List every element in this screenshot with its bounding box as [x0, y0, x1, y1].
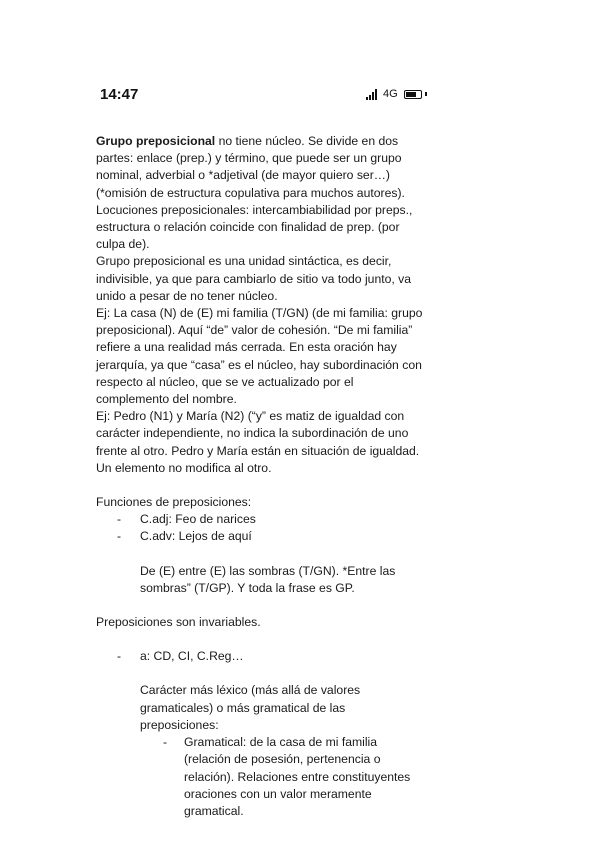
status-time: 14:47: [100, 86, 139, 103]
dash-bullet: -: [117, 512, 122, 527]
paragraph-grupo-preposicional: [96, 133, 426, 202]
paragraph-locuciones: Locuciones preposicionales: intercambiabilidad por preps., estructura o relación coincide con finalidad de prep. (por culpa de).: [96, 202, 413, 252]
network-type: 4G: [383, 88, 398, 100]
list-item-text: C.adj: Feo de narices: [140, 512, 256, 527]
sub-list-item: [96, 734, 426, 820]
paragraph-caracter: Carácter más léxico (más allá de valores gramaticales) o más gramatical de las preposiciones:: [140, 683, 361, 732]
dash-bullet: -: [117, 649, 122, 664]
status-indicators: [366, 88, 427, 100]
paragraph-text: no tiene núcleo. Se divide en dos partes: enlace (prep.) y término, que puede ser un grupo nominal, adverbial o *adjetival (de mayor quiero ser…) (*omisión de estructura copulativa para muchos autores).: [96, 134, 405, 200]
battery-tip: [425, 92, 427, 96]
dash-bullet: -: [163, 735, 168, 750]
status-bar: [0, 86, 600, 110]
list-item-text: a: CD, CI, C.Reg…: [140, 649, 244, 664]
term-grupo-preposicional: Grupo preposicional: [96, 134, 216, 148]
heading-funciones: Funciones de preposiciones:: [96, 495, 252, 510]
battery-icon: [404, 90, 422, 99]
list-item: [96, 511, 426, 528]
document-body: [96, 133, 426, 820]
sub-list-item-text: Gramatical: de la casa de mi familia (relación de posesión, pertenencia o relación). Relaciones entre constituyentes oraciones con un valor meramente gramatical.: [184, 735, 411, 818]
paragraph-unidad-sintactica: Grupo preposicional es una unidad sintáctica, es decir, indivisible, ya que para cambiarlo de sitio va todo junto, va unido a pesar de no tener núcleo.: [96, 254, 412, 303]
paragraph-example-sombras: De (E) entre (E) las sombras (T/GN). *Entre las sombras” (T/GP). Y toda la frase es GP.: [140, 563, 396, 595]
signal-bars-icon: [366, 89, 377, 100]
list-item-text: C.adv: Lejos de aquí: [140, 529, 252, 544]
paragraph-example-pedro: Ej: Pedro (N1) y María (N2) (“y” es matiz de igualdad con carácter independiente, no indica la subordinación de uno frente al otro. Pedro y María están en situación de igualdad. Un elemento no modifica al otro.: [96, 409, 420, 475]
paragraph-invariables: Preposiciones son invariables.: [96, 615, 261, 630]
list-item: [96, 528, 426, 545]
dash-bullet: -: [117, 529, 122, 544]
paragraph-example-casa: Ej: La casa (N) de (E) mi familia (T/GN) (de mi familia: grupo preposicional). Aquí “de” valor de cohesión. “De mi familia” refiere a una realidad más cerrada. En esta oración hay jerarquía, ya que “casa” es el núcleo, hay subordinación con respecto al núcleo, que se ve actualizado por el complemento del nombre.: [96, 306, 423, 407]
list-item: [96, 648, 426, 665]
